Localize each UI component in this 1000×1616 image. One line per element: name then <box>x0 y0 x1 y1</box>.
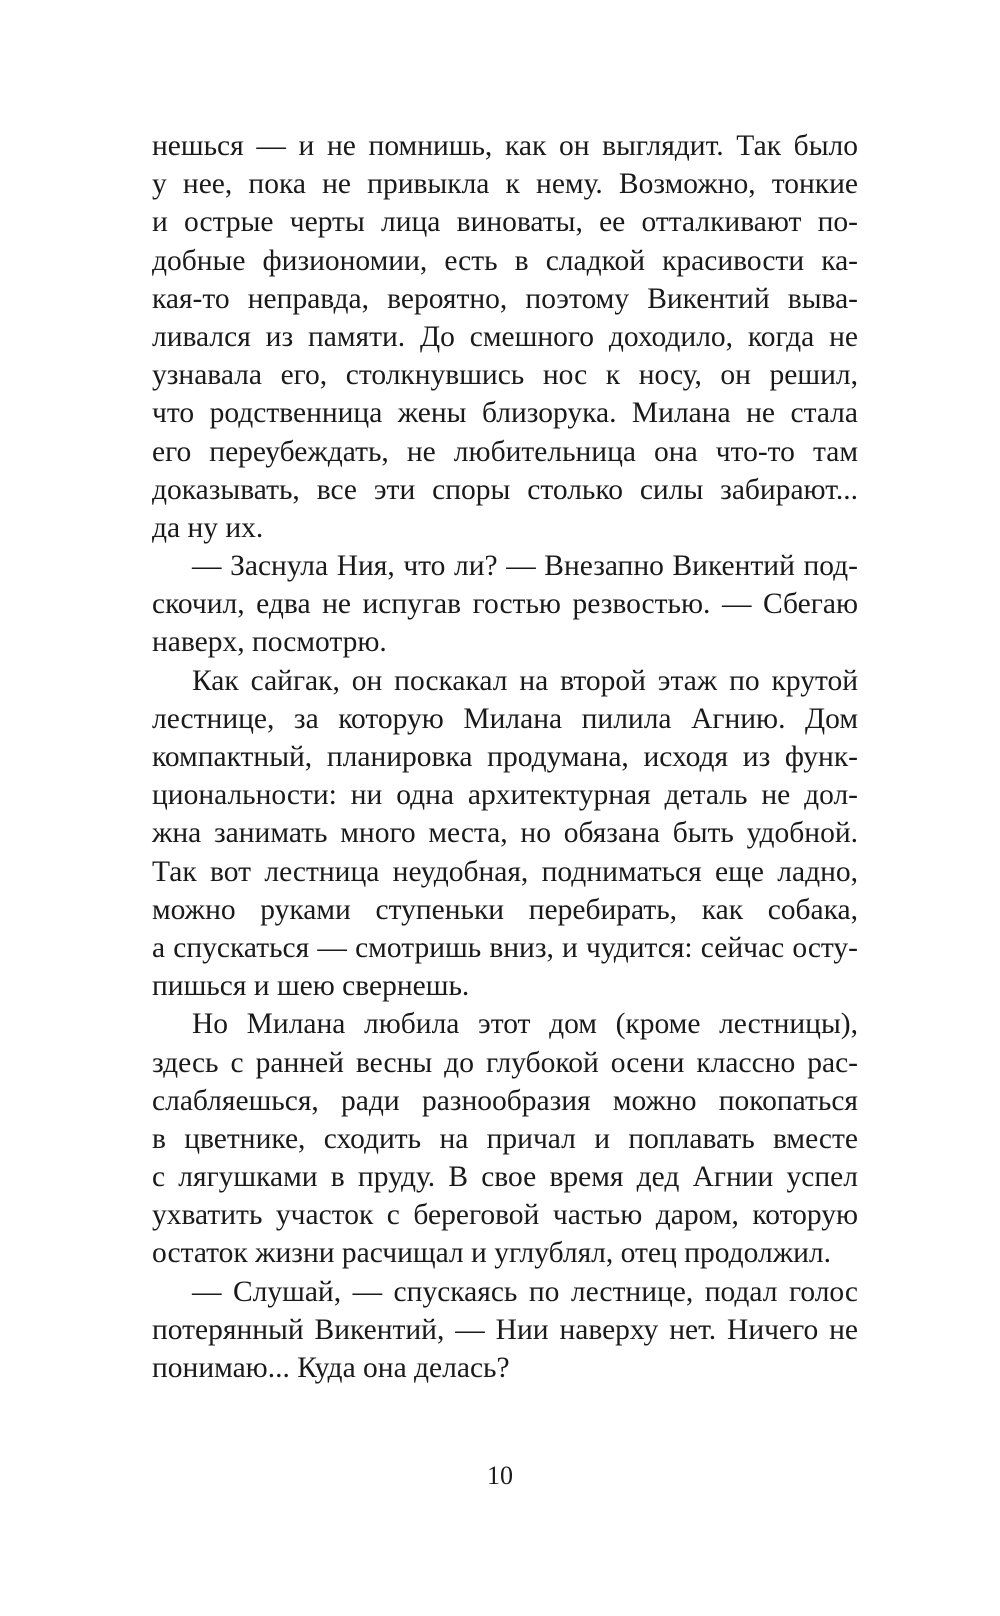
text-line: жна занимать много места, но обязана быть удобной. <box>152 817 858 850</box>
text-line: в цветнике, сходить на причал и поплавать вместе <box>152 1122 858 1155</box>
text-line: — Заснула Ния, что ли? — Внезапно Викентий под- <box>192 550 858 583</box>
text-line: Но Милана любила этот дом (кроме лестницы), <box>192 1008 858 1041</box>
text-line: его переубеждать, не любительница она что-то там <box>152 435 858 468</box>
paragraph <box>152 1005 858 1272</box>
paragraph <box>152 1273 858 1388</box>
text-line: Как сайгак, он поскакал на второй этаж по крутой <box>192 664 858 697</box>
text-line: понимаю... Куда она делась? <box>152 1352 510 1384</box>
text-line: кая-то неправда, вероятно, поэтому Викентий выва- <box>152 282 858 315</box>
text-line: доказывать, все эти споры столько силы забирают... <box>152 473 858 506</box>
text-line: — Слушай, — спускаясь по лестнице, подал голос <box>192 1275 858 1308</box>
text-line: остаток жизни расчищал и углублял, отец продолжил. <box>152 1237 831 1270</box>
text-line: а спускаться — смотришь вниз, и чудится: сейчас осту- <box>152 931 858 964</box>
text-line: потерянный Викентий, — Нии наверху нет. Ничего не <box>152 1313 858 1346</box>
paragraph <box>152 662 858 1006</box>
text-line: узнавала его, столкнувшись нос к носу, он решил, <box>152 359 858 392</box>
text-line: наверх, посмотрю. <box>152 626 387 659</box>
text-line: с лягушками в пруду. В свое время дед Агнии успел <box>152 1161 858 1194</box>
text-line: компактный, планировка продумана, исходя из функ- <box>152 741 858 773</box>
body-text <box>152 127 858 1387</box>
paragraph <box>152 127 858 547</box>
page-number: 10 <box>487 1461 513 1490</box>
text-line: лестнице, за которую Милана пилила Агнию. Дом <box>152 702 858 735</box>
text-line: что родственница жены близорука. Милана не стала <box>152 397 858 430</box>
text-line: здесь с ранней весны до глубокой осени классно рас- <box>152 1046 858 1079</box>
text-line: ухватить участок с береговой частью даром, которую <box>152 1199 858 1232</box>
text-line: циональности: ни одна архитектурная деталь не дол- <box>152 779 858 812</box>
text-line: пишься и шею свернешь. <box>152 970 470 1003</box>
text-line: Так вот лестница неудобная, подниматься еще ладно, <box>152 855 858 888</box>
text-line: можно руками ступеньки перебирать, как собака, <box>152 893 858 926</box>
text-line: у нее, пока не привыкла к нему. Возможно, тонкие <box>152 168 858 201</box>
text-line: нешься — и не помнишь, как он выглядит. Так было <box>152 130 858 162</box>
paragraph <box>152 547 858 662</box>
text-line: ливался из памяти. До смешного доходило, когда не <box>152 320 858 353</box>
text-line: добные физиономии, есть в сладкой красивости ка- <box>152 244 858 277</box>
text-line: скочил, едва не испугав гостью резвостью. — Сбегаю <box>152 588 858 621</box>
text-line: и острые черты лица виноваты, ее отталкивают по- <box>152 206 858 239</box>
text-line: да ну их. <box>152 511 264 544</box>
text-line: слабляешься, ради разнообразия можно покопаться <box>152 1084 858 1117</box>
